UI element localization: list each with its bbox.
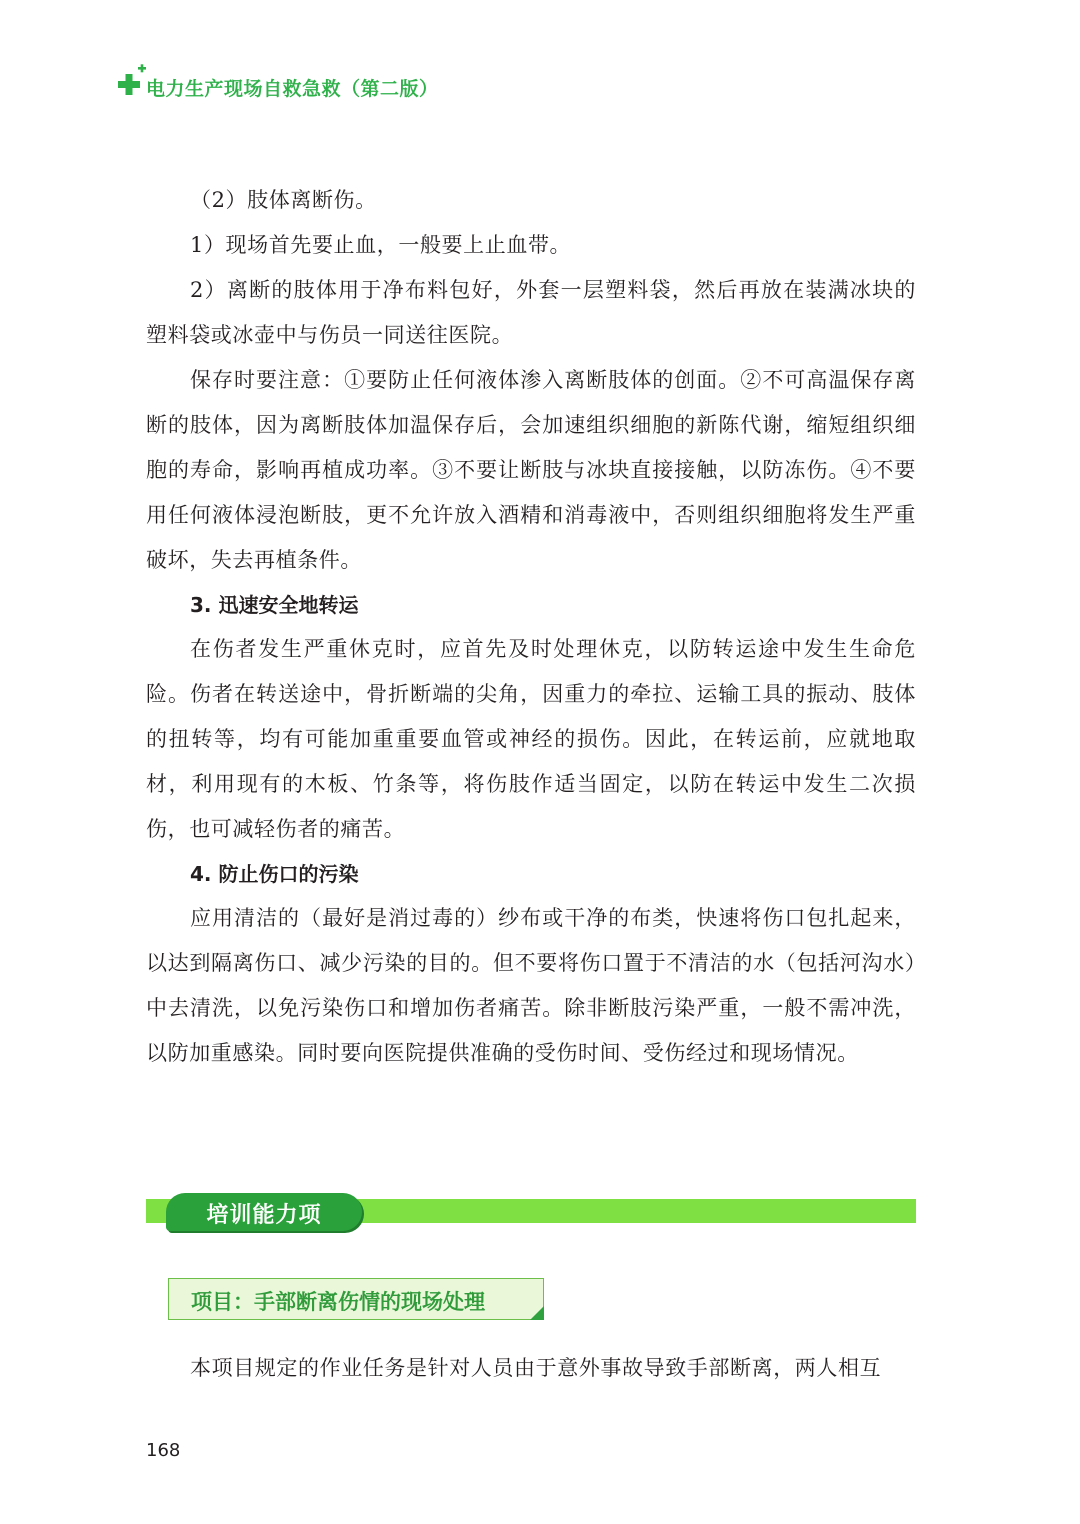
page-number: 168 [146,1440,181,1461]
banner-label: 培训能力项 [206,1203,322,1228]
book-title: 电力生产现场自救急救（第二版） [146,78,439,100]
paragraph-project-intro: 本项目规定的作业任务是针对人员由于意外事故导致手部断离，两人相互 [190,1356,882,1380]
paragraph-limb-amputation: （2）肢体离断伤。 [190,188,377,212]
paragraph-step-1: 1）现场首先要止血，一般要上止血带。 [190,233,572,257]
paragraph-transport: 在伤者发生严重休克时，应首先及时处理休克，以防转运途中发生生命危险。伤者在转送途中，骨折断端的尖角，因重力的牵拉、运输工具的振动、肢体的扭转等，均有可能加重重要血管或神经的损伤。因此，在转运前，应就地取材，利用现有的木板、竹条等，将伤肢作适当固定，以防在转运中发生二次损伤，也可减轻伤者的痛苦。 [146,637,916,841]
project-description [146,1346,916,1391]
paragraph-contamination: 应用清洁的（最好是消过毒的）纱布或干净的布类，快速将伤口包扎起来，以达到隔离伤口、减少污染的目的。但不要将伤口置于不清洁的水（包括河沟水）中去清洗，以免污染伤口和增加伤者痛苦。除非断肢污染严重，一般不需冲洗，以防加重感染。同时要向医院提供准确的受伤时间、受伤经过和现场情况。 [146,906,916,1065]
project-title: 项目：手部断离伤情的现场处理 [191,1290,485,1314]
project-box [168,1278,544,1320]
training-banner [146,1193,916,1233]
paragraph-step-2: 2）离断的肢体用于净布料包好，外套一层塑料袋，然后再放在装满冰块的塑料袋或冰壶中与伤员一同送往医院。 [146,278,916,347]
main-content [146,178,916,1076]
banner-tab [166,1193,362,1231]
paragraph-storage-notes: 保存时要注意：①要防止任何液体渗入离断肢体的创面。②不可高温保存离断的肢体，因为离断肢体加温保存后，会加速组织细胞的新陈代谢，缩短组织细胞的寿命，影响再植成功率。③不要让断肢与冰块直接接触，以防冻伤。④不要用任何液体浸泡断肢，更不允许放入酒精和消毒液中，否则组织细胞将发生严重破坏，失去再植条件。 [146,368,916,572]
section-heading-contamination: 4. 防止伤口的污染 [190,862,359,886]
corner-triangle-icon [530,1306,544,1320]
section-heading-transport: 3. 迅速安全地转运 [190,593,359,617]
